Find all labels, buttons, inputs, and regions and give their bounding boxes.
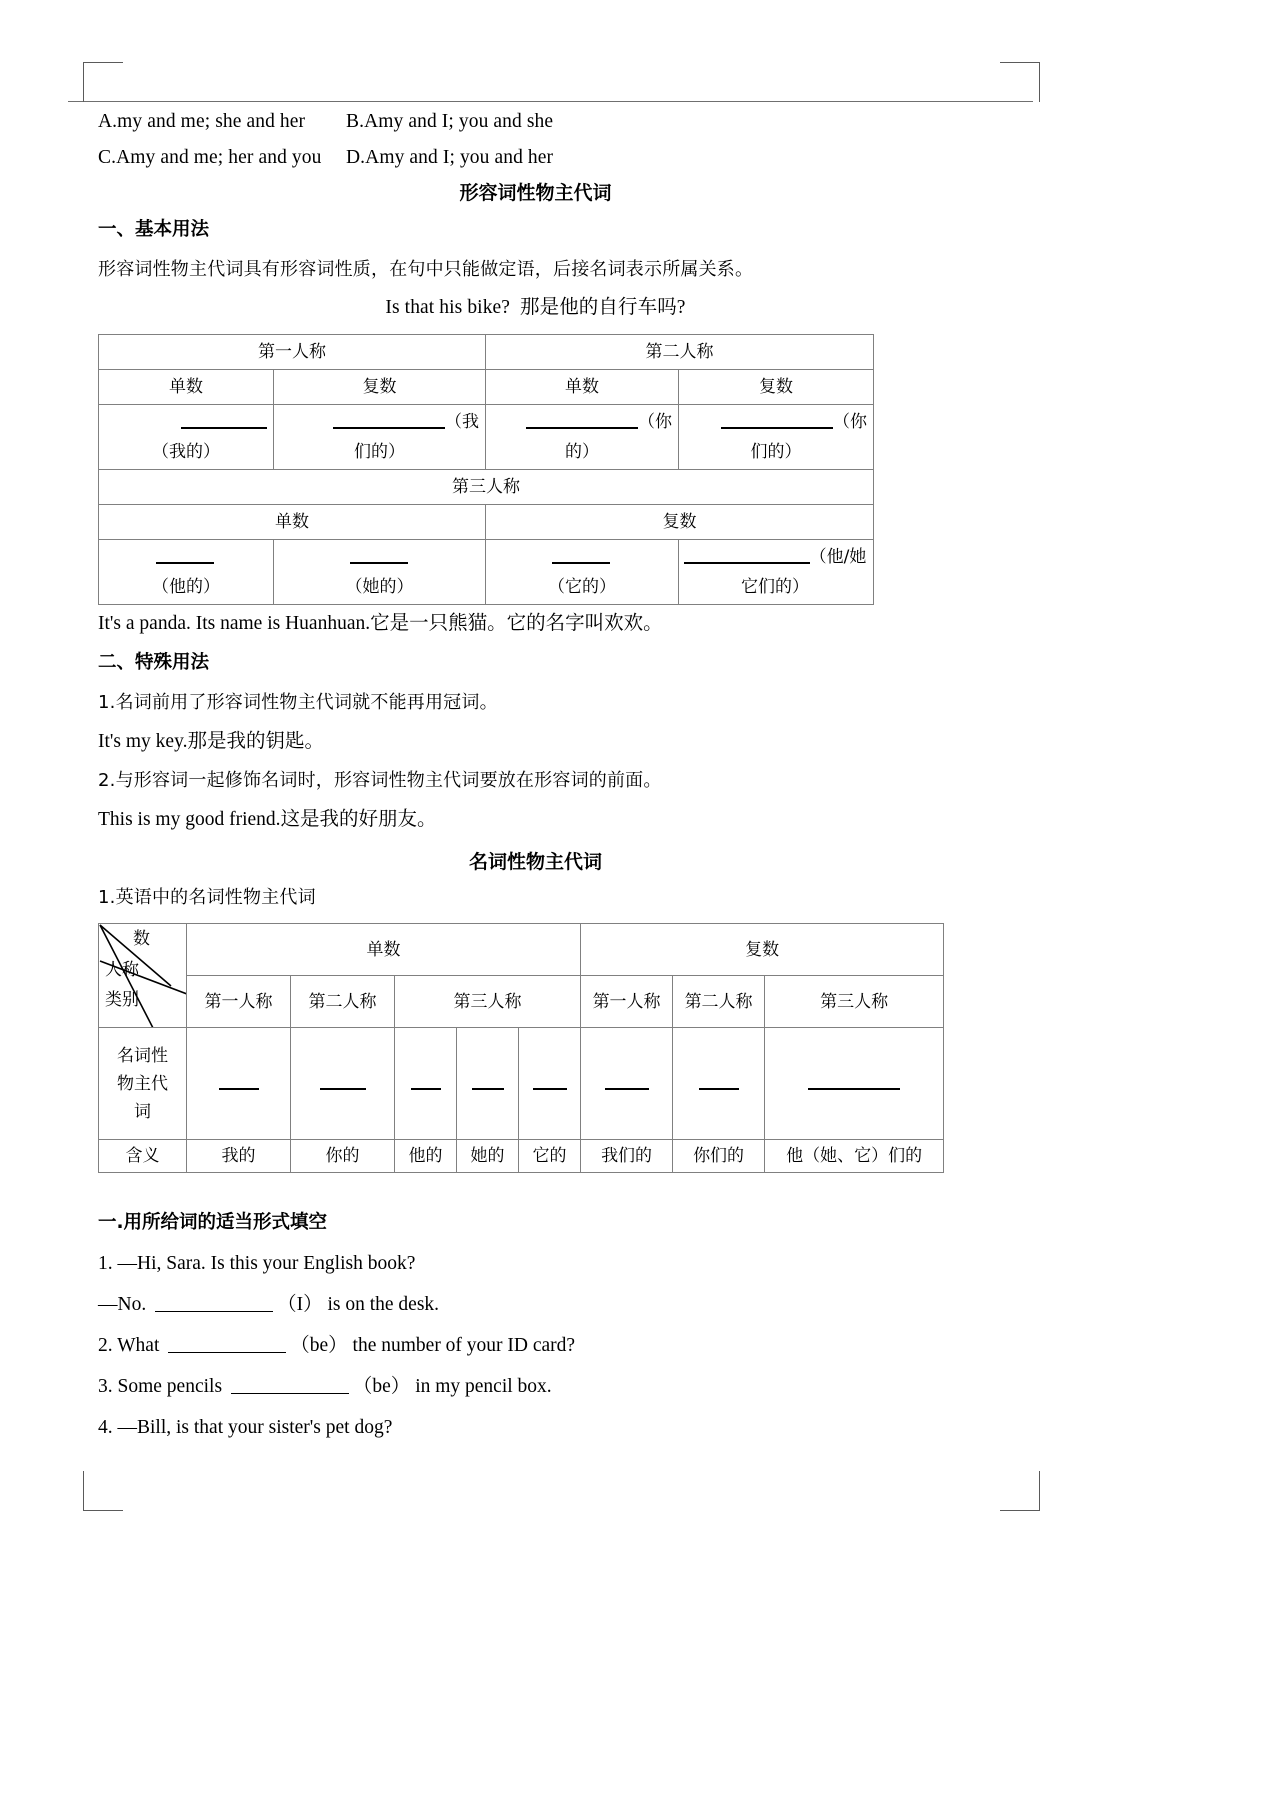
meaning-its: 它的	[519, 1140, 581, 1173]
cell-her[interactable]	[274, 540, 486, 605]
exercise-item-1-answer	[98, 1284, 973, 1325]
meaning-yours-sg: 你的	[291, 1140, 395, 1173]
table2-row-number-header	[99, 924, 944, 976]
ex1-pre: —No.	[98, 1294, 152, 1315]
document-content	[98, 104, 973, 1448]
row-label-line-3: 词	[134, 1101, 151, 1122]
header-third-person: 第三人称	[99, 470, 874, 505]
cell-theirs[interactable]	[765, 1028, 944, 1140]
gloss-its: （它的）	[548, 577, 616, 597]
exercise-item-1-question: 1. —Hi, Sara. Is this your English book?	[98, 1253, 416, 1274]
cell-our[interactable]	[274, 405, 486, 470]
section1-example-1: Is that his bike? 那是他的自行车吗?	[385, 297, 686, 318]
answer-blank[interactable]	[320, 1078, 366, 1090]
meaning-hers: 她的	[457, 1140, 519, 1173]
cell-mine[interactable]	[187, 1028, 291, 1140]
cell-his-n[interactable]	[395, 1028, 457, 1140]
header-plural-3: 复数	[486, 505, 874, 540]
header-second-person: 第二人称	[486, 335, 874, 370]
corner-label-number: 数	[133, 929, 150, 949]
header-singular-1: 单数	[99, 370, 274, 405]
answer-blank[interactable]	[411, 1078, 441, 1090]
adjective-possessive-table	[98, 334, 874, 605]
ex2-hint: （be）	[290, 1335, 348, 1356]
noun-possessive-table	[98, 923, 944, 1173]
mcq-option-a: A.my and me; she and her	[98, 111, 306, 132]
section1-heading-1: 一、基本用法	[98, 219, 210, 240]
meaning-ours: 我们的	[581, 1140, 673, 1173]
exercise-item-4-question: 4. —Bill, is that your sister's pet dog?	[98, 1417, 393, 1438]
answer-blank[interactable]	[181, 415, 267, 429]
table-row-number-header	[99, 370, 874, 405]
table2-header-sg-third: 第三人称	[395, 976, 581, 1028]
gloss-your-sg-top: （你	[638, 412, 672, 432]
gloss-her: （她的）	[345, 577, 414, 597]
ex3-post: in my pencil box.	[410, 1376, 552, 1397]
table-row-person-header	[99, 335, 874, 370]
meaning-his: 他的	[395, 1140, 457, 1173]
ex3-pre: 3. Some pencils	[98, 1376, 227, 1397]
cell-his[interactable]	[99, 540, 274, 605]
table2-header-sg-second: 第二人称	[291, 976, 395, 1028]
exercise-blank-3[interactable]	[231, 1379, 349, 1394]
table-row-blanks-2	[99, 540, 874, 605]
answer-blank[interactable]	[526, 415, 638, 429]
table2-header-plural: 复数	[581, 924, 944, 976]
gloss-his: （他的）	[152, 577, 220, 597]
header-singular-2: 单数	[486, 370, 679, 405]
gloss-our-bot: 们的）	[354, 442, 405, 462]
table2-header-sg-first: 第一人称	[187, 976, 291, 1028]
cell-yours-sg[interactable]	[291, 1028, 395, 1140]
answer-blank[interactable]	[721, 415, 833, 429]
answer-blank[interactable]	[808, 1078, 900, 1090]
answer-blank[interactable]	[605, 1078, 649, 1090]
header-first-person: 第一人称	[99, 335, 486, 370]
section1-title: 形容词性物主代词	[459, 182, 612, 204]
crop-mark-bottom-left	[83, 1471, 123, 1511]
crop-mark-bottom-right	[1000, 1471, 1040, 1511]
mcq-option-c: C.Amy and me; her and you	[98, 147, 322, 168]
table-row-blanks-1	[99, 405, 874, 470]
ex2-post: the number of your ID card?	[347, 1335, 576, 1356]
table-row-third-person-header	[99, 470, 874, 505]
mcq-row-1	[98, 104, 973, 140]
cell-my[interactable]	[99, 405, 274, 470]
section1-rule-2: 2.与形容词一起修饰名词时，形容词性物主代词要放在形容词的前面。	[98, 770, 662, 791]
table2-header-singular: 单数	[187, 924, 581, 976]
cell-yours-pl[interactable]	[673, 1028, 765, 1140]
cell-your-sg[interactable]	[486, 405, 679, 470]
header-rule	[68, 101, 1033, 102]
exercise-item-2	[98, 1325, 973, 1366]
ex2-pre: 2. What	[98, 1335, 165, 1356]
corner-label-person: 人称	[105, 960, 139, 980]
ex1-post: is on the desk.	[322, 1294, 440, 1315]
answer-blank[interactable]	[684, 550, 810, 564]
gloss-my: （我的）	[152, 442, 220, 462]
header-plural-1: 复数	[274, 370, 486, 405]
crop-mark-top-left	[83, 62, 123, 102]
gloss-your-pl-bot: 们的）	[750, 442, 802, 462]
answer-blank[interactable]	[533, 1078, 567, 1090]
table2-header-pl-first: 第一人称	[581, 976, 673, 1028]
corner-header-cell	[99, 924, 187, 1028]
table-row-third-number-header	[99, 505, 874, 540]
header-singular-3: 单数	[99, 505, 486, 540]
exercise-blank-2[interactable]	[168, 1338, 286, 1353]
meaning-theirs: 他（她、它）们的	[765, 1140, 944, 1173]
section1-example-2: It's a panda. Its name is Huanhuan.它是一只熊猫。它的名字叫欢欢。	[98, 613, 663, 634]
cell-your-pl[interactable]	[679, 405, 874, 470]
cell-their[interactable]	[679, 540, 874, 605]
table2-header-pl-third: 第三人称	[765, 976, 944, 1028]
cell-its[interactable]	[486, 540, 679, 605]
gloss-your-sg-bot: 的）	[565, 442, 599, 462]
mcq-row-2	[98, 140, 973, 176]
exercise-item-3	[98, 1366, 973, 1407]
cell-ours[interactable]	[581, 1028, 673, 1140]
section1-rule-1-example: It's my key.那是我的钥匙。	[98, 731, 324, 752]
answer-blank[interactable]	[333, 415, 445, 429]
meaning-label: 含义	[99, 1140, 187, 1173]
table2-row-person-header	[99, 976, 944, 1028]
gloss-their: （他/她它们的）	[741, 547, 867, 597]
answer-blank[interactable]	[156, 550, 214, 564]
section1-heading-2: 二、特殊用法	[98, 652, 210, 673]
section1-rule-2-example: This is my good friend.这是我的好朋友。	[98, 809, 437, 830]
answer-blank[interactable]	[219, 1078, 259, 1090]
corner-label-category: 类别	[105, 990, 139, 1010]
table2-row-blanks	[99, 1028, 944, 1140]
answer-blank[interactable]	[350, 550, 408, 564]
exercise-blank-1[interactable]	[155, 1297, 273, 1312]
answer-blank[interactable]	[552, 550, 610, 564]
header-plural-2: 复数	[679, 370, 874, 405]
meaning-yours-pl: 你们的	[673, 1140, 765, 1173]
section1-rule-1: 1.名词前用了形容词性物主代词就不能再用冠词。	[98, 692, 498, 713]
section2-subtitle: 1.英语中的名词性物主代词	[98, 887, 316, 908]
section2-title: 名词性物主代词	[468, 851, 602, 873]
table2-header-pl-second: 第二人称	[673, 976, 765, 1028]
table2-row-label	[99, 1028, 187, 1140]
mcq-option-d: D.Amy and I; you and her	[346, 147, 554, 168]
answer-blank[interactable]	[699, 1078, 739, 1090]
exercise-heading: 一.用所给词的适当形式填空	[98, 1212, 328, 1233]
ex1-hint: （I）	[277, 1294, 323, 1315]
table2-row-meanings	[99, 1140, 944, 1173]
row-label-line-2: 物主代	[117, 1073, 168, 1094]
meaning-mine: 我的	[187, 1140, 291, 1173]
gloss-your-pl-top: （你	[833, 412, 867, 432]
mcq-option-b: B.Amy and I; you and she	[346, 111, 554, 132]
cell-hers[interactable]	[457, 1028, 519, 1140]
section1-paragraph-1: 形容词性物主代词具有形容词性质，在句中只能做定语，后接名词表示所属关系。	[98, 259, 754, 280]
cell-its-n[interactable]	[519, 1028, 581, 1140]
ex3-hint: （be）	[352, 1376, 411, 1397]
row-label-line-1: 名词性	[117, 1045, 168, 1066]
crop-mark-top-right	[1000, 62, 1040, 102]
answer-blank[interactable]	[472, 1078, 504, 1090]
gloss-our-top: （我	[445, 412, 479, 432]
